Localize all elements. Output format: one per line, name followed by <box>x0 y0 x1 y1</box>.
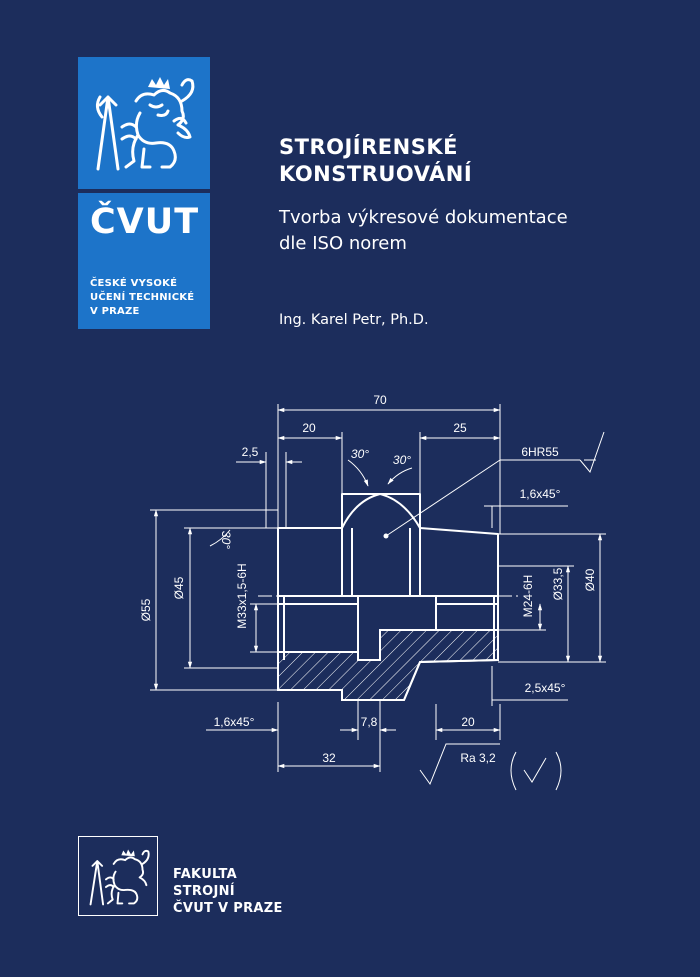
dim-chamfer-1-6-bottom: 1,6x45° <box>213 715 255 729</box>
dim-chamfer-2-5: 2,5x45° <box>524 681 566 695</box>
dim-2-5: 2,5 <box>241 445 259 459</box>
dim-25: 25 <box>453 421 467 435</box>
dim-thread-right: M24-6H <box>521 574 535 618</box>
dim-dia-33-5: Ø33,5 <box>551 567 565 601</box>
section-hatch <box>278 630 498 700</box>
faculty-logo <box>78 836 158 916</box>
faculty-line-3: ČVUT V PRAZE <box>173 901 283 916</box>
cvut-wordmark: ČVUT <box>90 202 200 242</box>
faculty-lion-icon <box>79 837 156 914</box>
book-title-line-1: STROJÍRENSKÉ <box>279 135 458 159</box>
dim-dia-45: Ø45 <box>172 576 186 600</box>
dim-32: 32 <box>322 751 336 765</box>
book-subtitle-line-2: dle ISO norem <box>279 233 407 254</box>
school-name-line-1: ČESKÉ VYSOKÉ <box>90 278 178 289</box>
leader-dot <box>384 534 389 539</box>
school-name-line-3: V PRAZE <box>90 306 140 317</box>
dim-20-bottom: 20 <box>461 715 475 729</box>
angle-30-left: 30° <box>350 447 370 461</box>
dimension-labels <box>139 393 597 765</box>
faculty-line-2: STROJNÍ <box>173 884 235 899</box>
faculty-line-1: FAKULTA <box>173 867 238 882</box>
angle-30-right: 30° <box>392 453 412 467</box>
dim-thread-left: M33x1,5-6H <box>235 563 249 629</box>
dim-7-8: 7,8 <box>360 715 378 729</box>
angle-30-side: 30° <box>219 530 233 550</box>
dim-chamfer-1-6-top: 1,6x45° <box>519 487 561 501</box>
faculty-name <box>173 866 283 917</box>
dim-20-top: 20 <box>302 421 316 435</box>
dim-dia-55: Ø55 <box>139 598 153 622</box>
roughness-label: Ra 3,2 <box>460 751 496 765</box>
book-subtitle-line-1: Tvorba výkresové dokumentace <box>279 207 568 228</box>
author-name: Ing. Karel Petr, Ph.D. <box>279 312 429 328</box>
school-name-line-2: UČENÍ TECHNICKÉ <box>90 292 195 303</box>
dim-70: 70 <box>373 393 387 407</box>
book-title-line-2: KONSTRUOVÁNÍ <box>279 162 473 186</box>
dim-hardness: 6HR55 <box>521 445 559 459</box>
dim-dia-40: Ø40 <box>583 568 597 592</box>
